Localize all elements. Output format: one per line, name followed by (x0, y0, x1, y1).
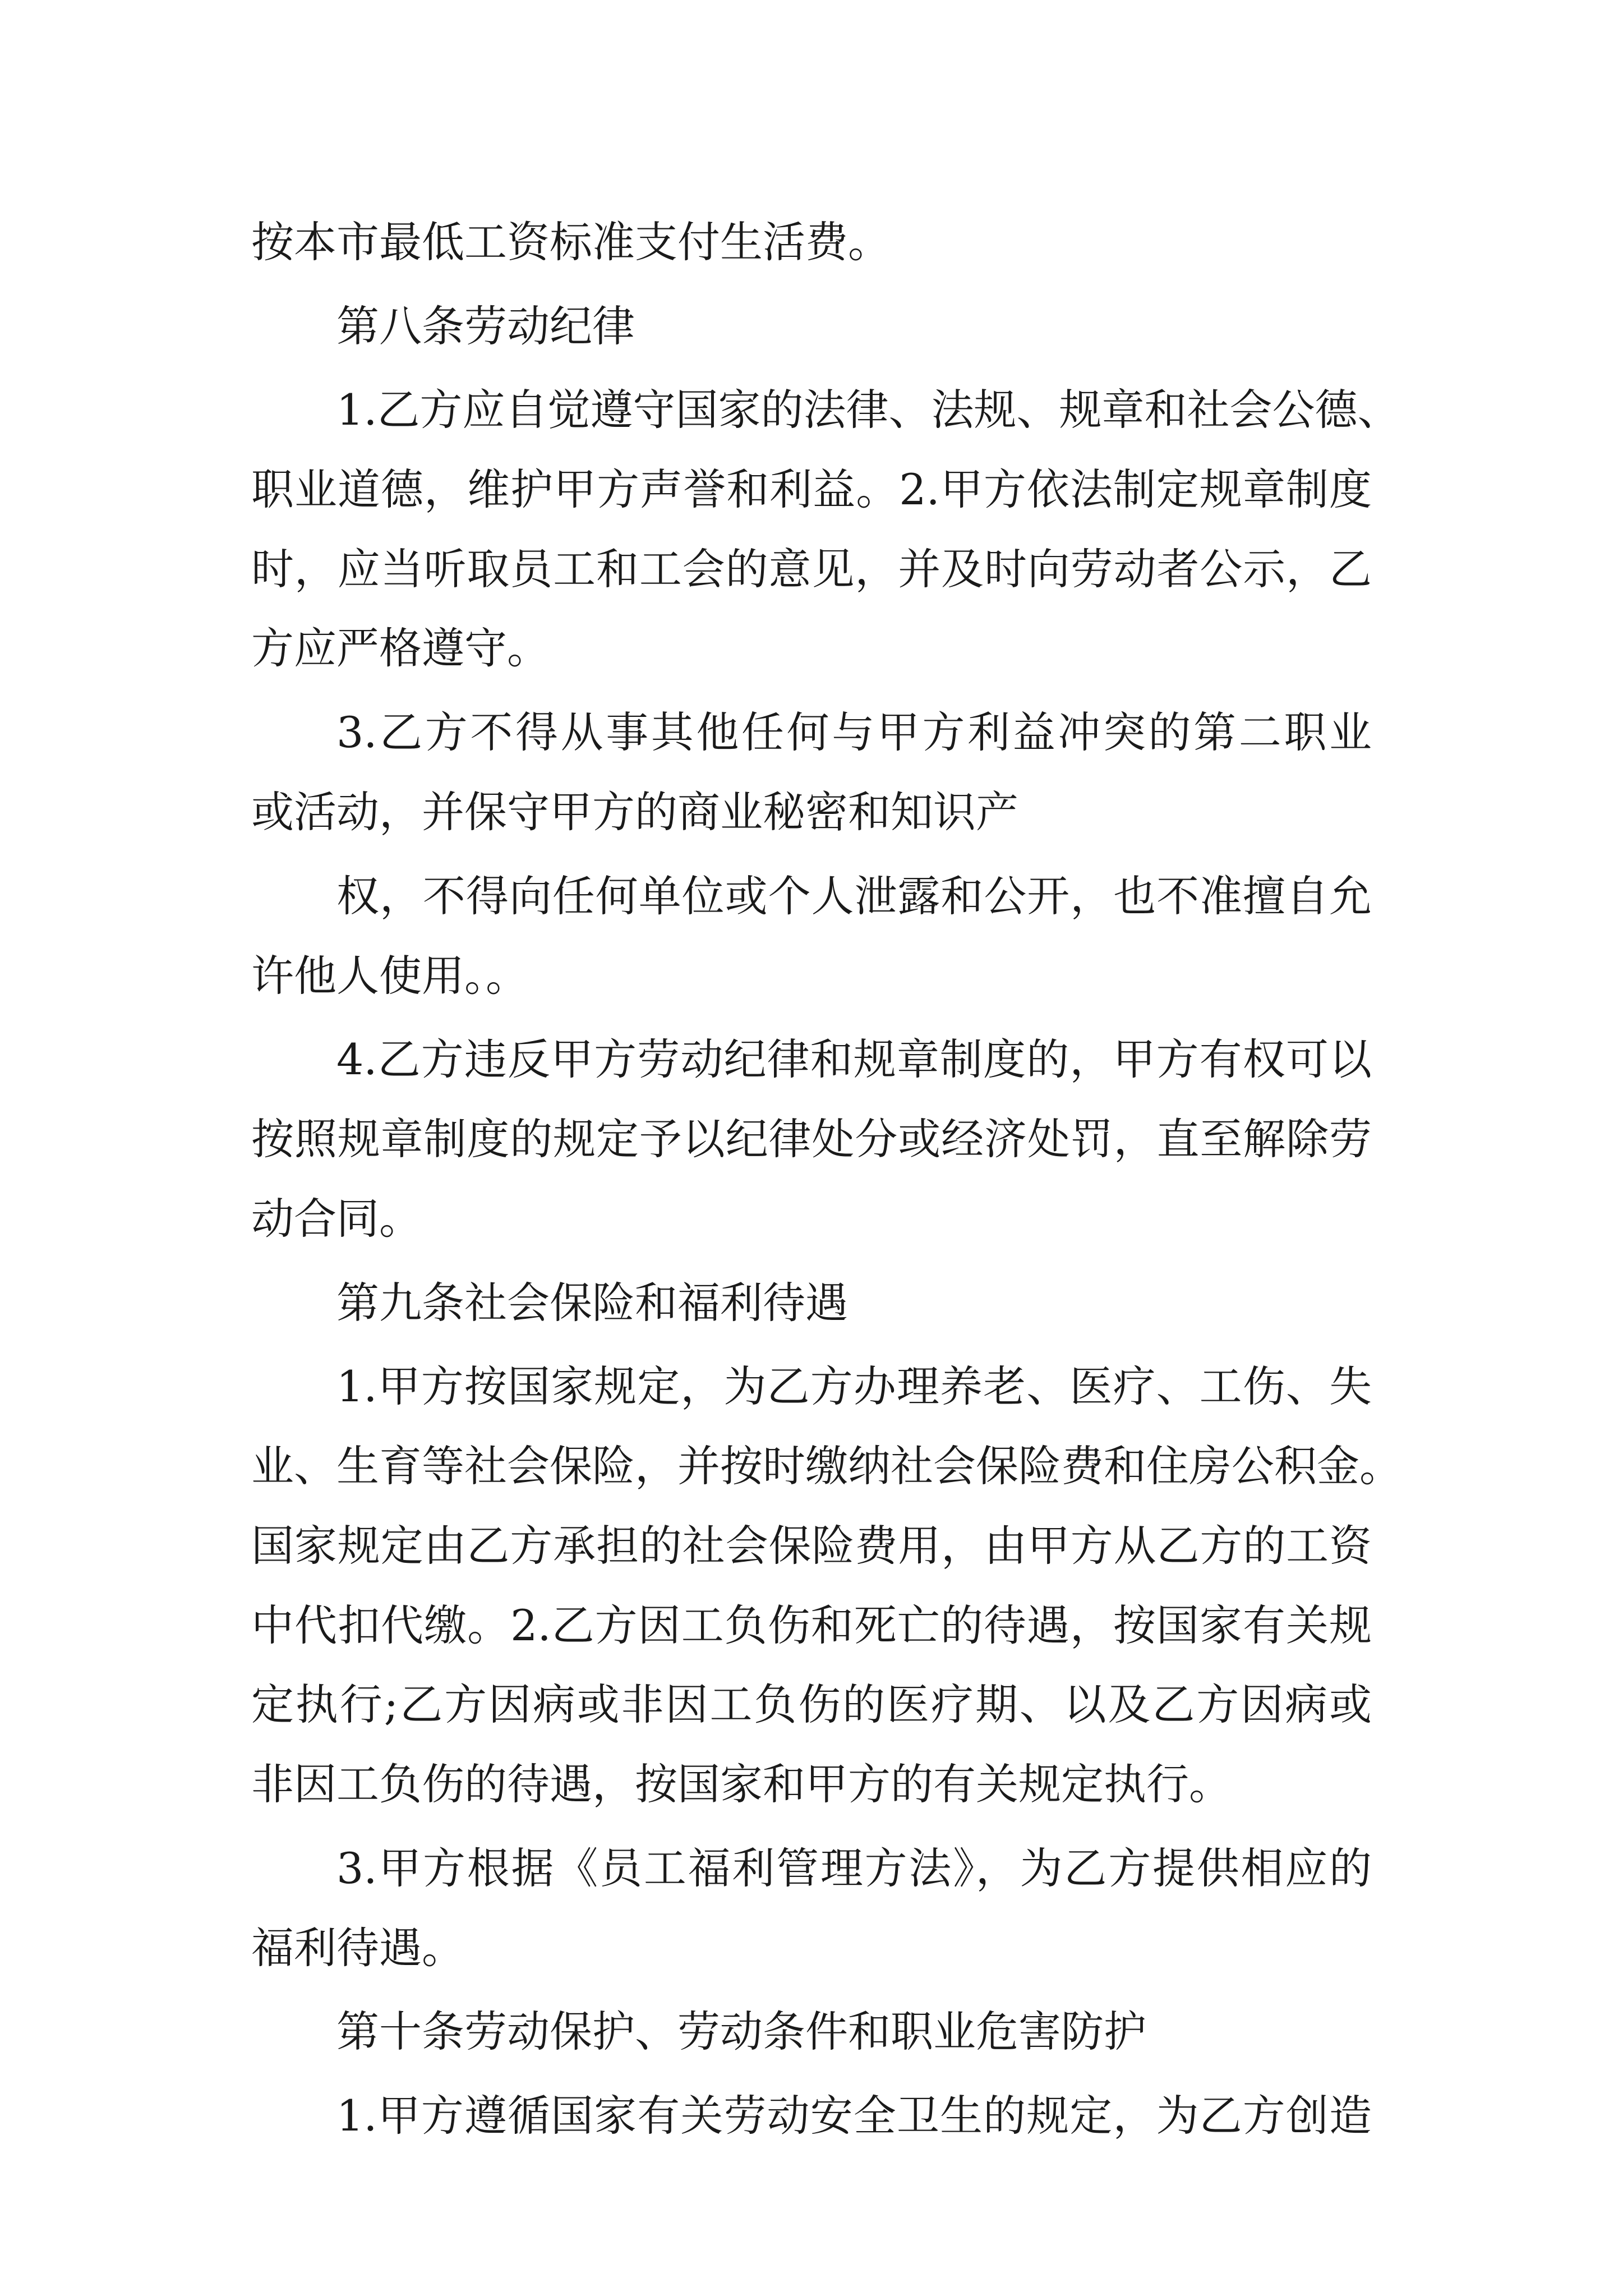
paragraph-line: 或活动，并保守甲方的商业秘密和知识产 (251, 787, 1018, 837)
paragraph-line: 按照规章制度的规定予以纪律处分或经济处罚，直至解除劳 (251, 1114, 1372, 1164)
paragraph-line: 3.乙方不得从事其他任何与甲方利益冲突的第二职业 (336, 707, 1372, 757)
paragraph-line: 业、生育等社会保险，并按时缴纳社会保险费和住房公积金。 (251, 1441, 1402, 1491)
paragraph-line: 动合同。 (251, 1194, 422, 1244)
paragraph-line: 1.甲方遵循国家有关劳动安全卫生的规定，为乙方创造 (336, 2091, 1372, 2141)
paragraph-line: 4.乙方违反甲方劳动纪律和规章制度的，甲方有权可以 (336, 1034, 1372, 1084)
section-heading-article-8: 第八条劳动纪律 (336, 301, 635, 351)
paragraph-line: 职业道德，维护甲方声誉和利益。2.甲方依法制定规章制度 (251, 464, 1372, 514)
paragraph-line: 非因工负伤的待遇，按国家和甲方的有关规定执行。 (251, 1759, 1232, 1809)
paragraph-line: 中代扣代缴。2.乙方因工负伤和死亡的待遇，按国家有关规 (251, 1600, 1372, 1650)
paragraph-line: 时，应当听取员工和工会的意见，并及时向劳动者公示，乙 (251, 544, 1372, 594)
paragraph-line: 1.甲方按国家规定，为乙方办理养老、医疗、工伤、失 (336, 1361, 1372, 1411)
section-heading-article-9: 第九条社会保险和福利待遇 (336, 1278, 848, 1328)
paragraph-line: 福利待遇。 (251, 1923, 464, 1973)
paragraph-line: 许他人使用。。 (251, 951, 528, 1001)
paragraph-line: 方应严格遵守。 (251, 623, 550, 673)
section-heading-article-10: 第十条劳动保护、劳动条件和职业危害防护 (336, 2007, 1146, 2056)
paragraph-line: 1.乙方应自觉遵守国家的法律、法规、规章和社会公德、 (336, 385, 1400, 435)
paragraph-line: 定执行;乙方因病或非因工负伤的医疗期、以及乙方因病或 (251, 1680, 1372, 1729)
paragraph-line: 3.甲方根据《员工福利管理方法》，为乙方提供相应的 (336, 1843, 1372, 1893)
paragraph-line: 按本市最低工资标准支付生活费。 (251, 217, 891, 267)
paragraph-line: 权，不得向任何单位或个人泄露和公开，也不准擅自允 (336, 871, 1372, 921)
paragraph-line: 国家规定由乙方承担的社会保险费用，由甲方从乙方的工资 (251, 1521, 1372, 1571)
